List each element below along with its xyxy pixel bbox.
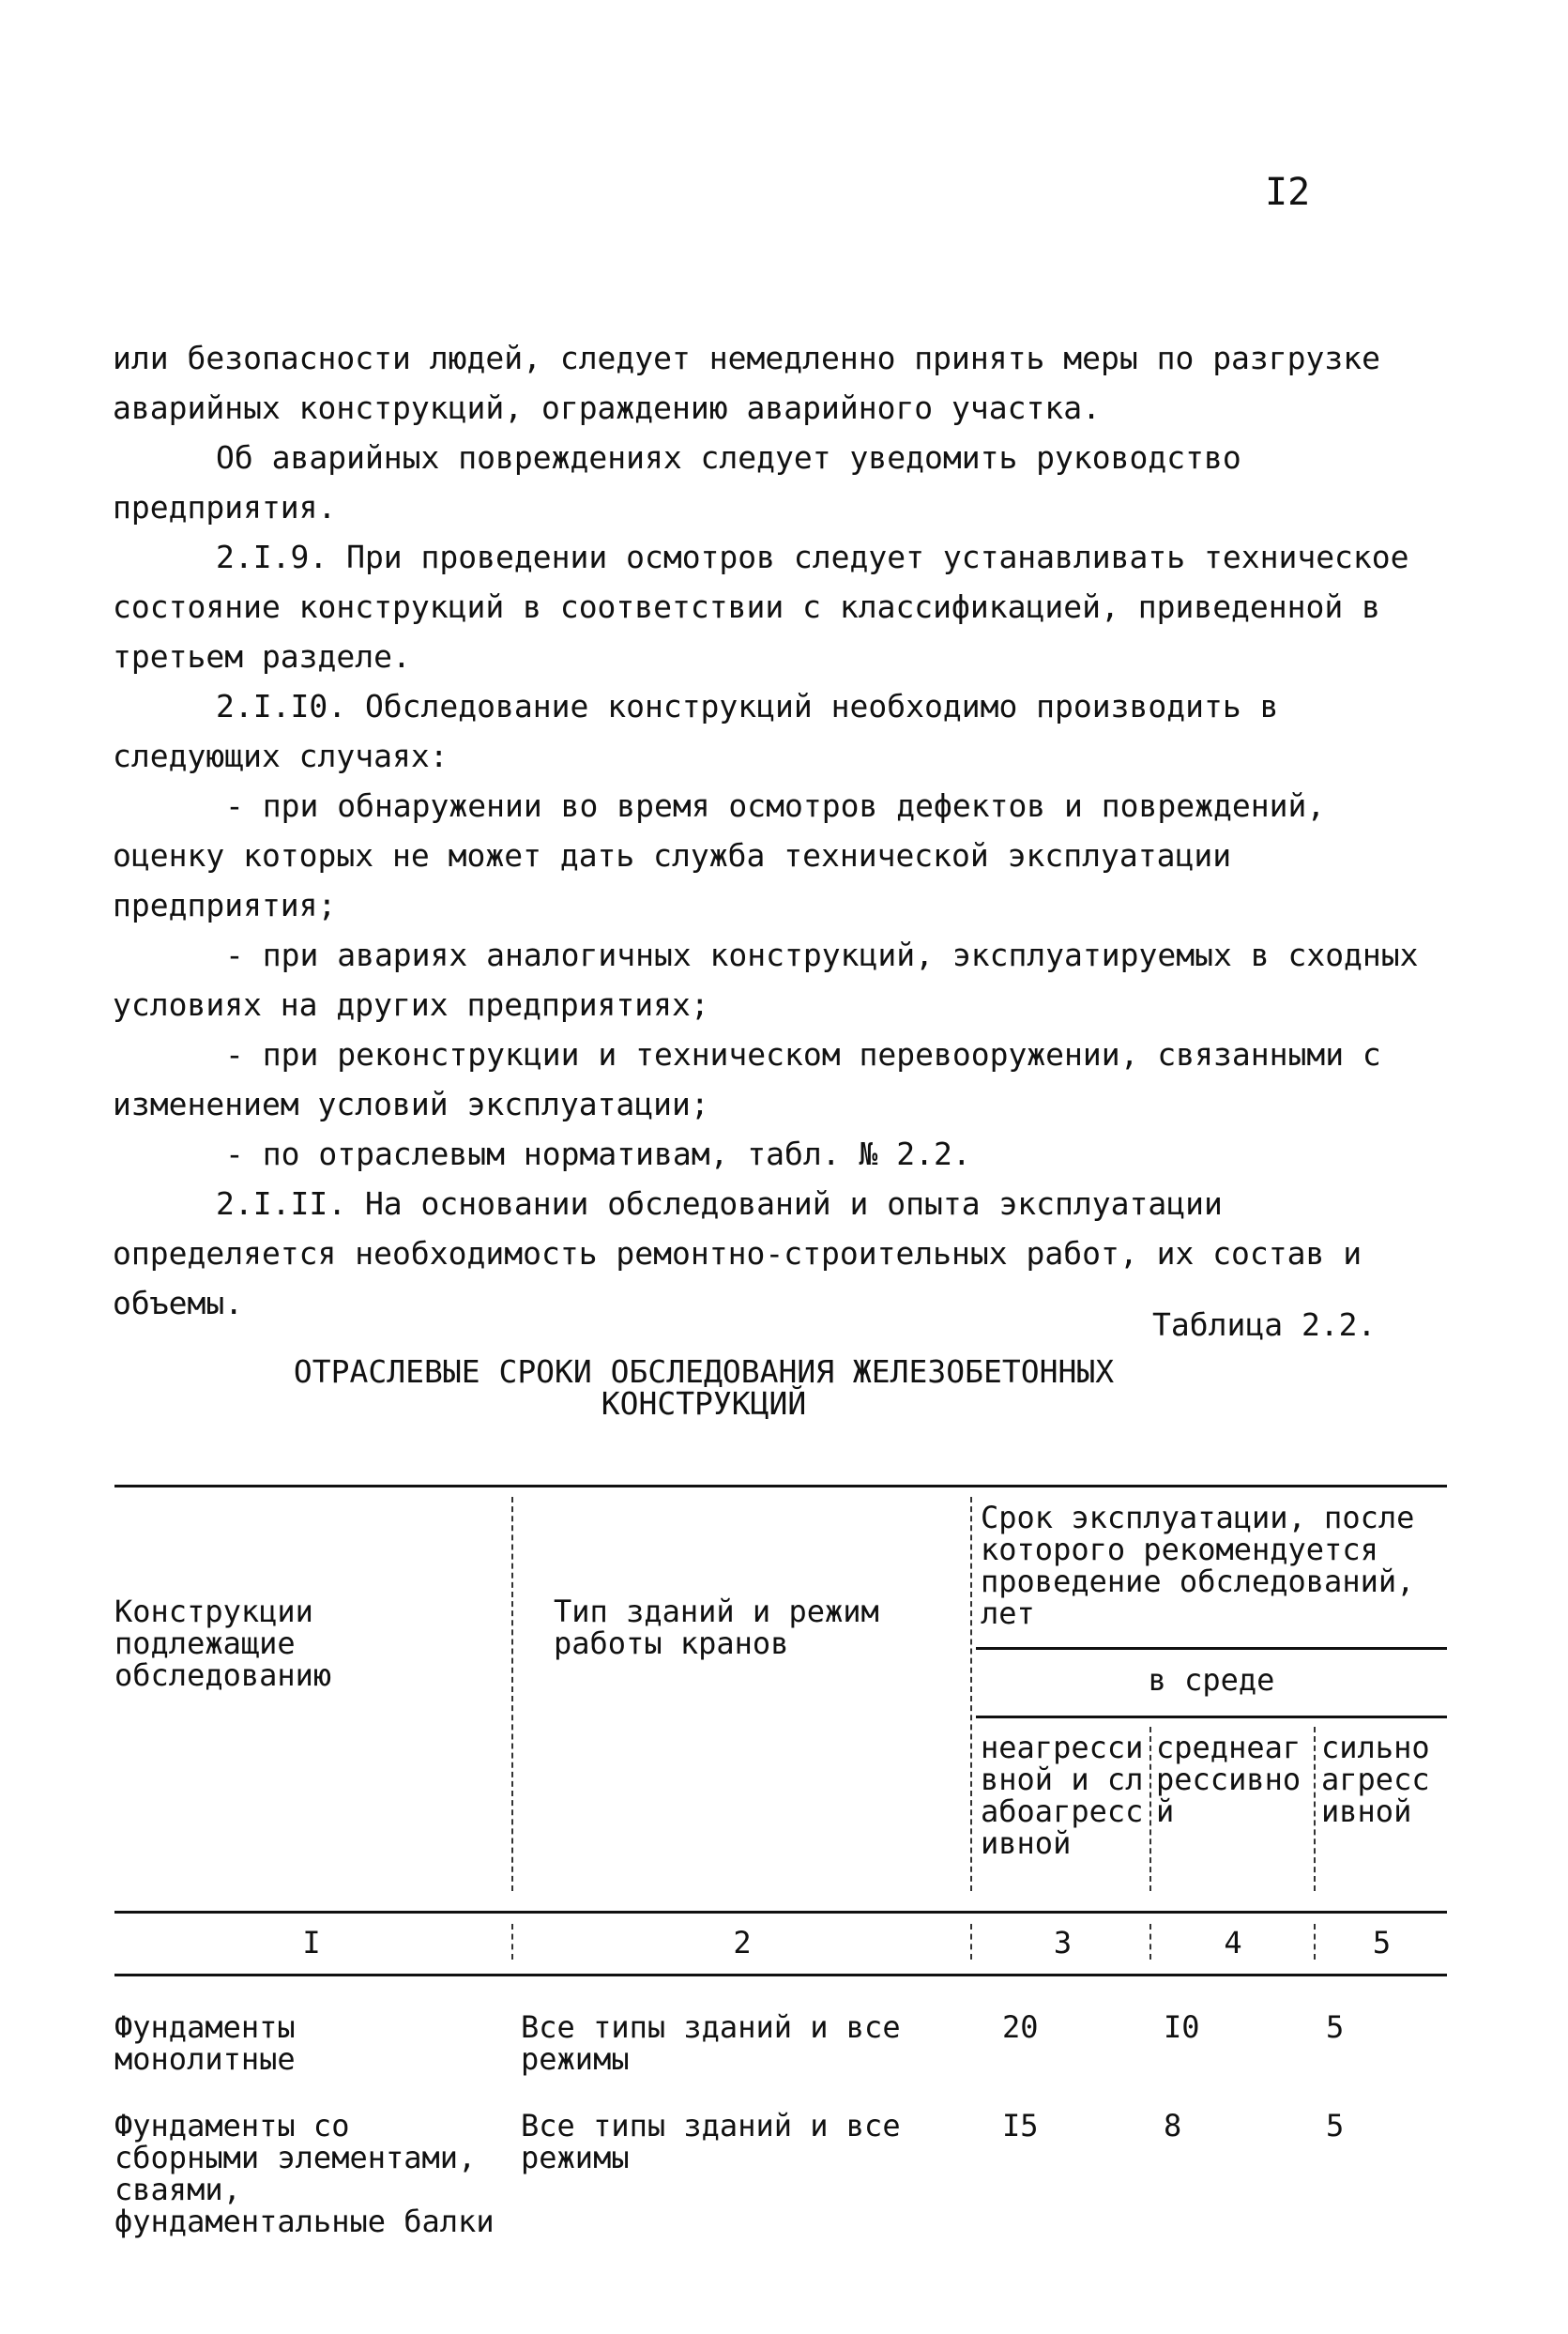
paragraph-2-1-10: 2.I.I0. Обследование конструкций необходимо производить в следующих случаях: [113,688,1279,774]
table-top-rule [114,1485,1447,1487]
period-underline [976,1647,1447,1650]
column-number-4: 4 [1224,1925,1242,1960]
list-item-standards: - по отраслевым нормативам, табл. № 2.2. [225,1136,971,1172]
col-divider-3 [1149,1727,1151,1891]
row2-non-aggressive: I5 [1002,2108,1039,2143]
column-number-2: 2 [733,1925,752,1960]
table-caption: Таблица 2.2. [1152,1306,1377,1343]
table-title-line2: КОНСТРУКЦИЙ [601,1385,807,1422]
column-number-1: I [302,1925,321,1960]
num-divider-4 [1314,1924,1316,1960]
row2-medium: 8 [1164,2108,1182,2143]
paragraph-2-1-9: 2.I.9. При проведении осмотров следует устанавливать техническое состояние конструкций в соответствии с классификацией, приведенной в третьем разделе. [113,539,1409,675]
header-strong-aggressive: сильноагрессивной [1321,1730,1430,1829]
header-building-type: Тип зданий и режим работы кранов [554,1594,879,1661]
col-divider-2 [970,1497,972,1891]
body-text [113,333,1454,1328]
header-non-aggressive: неагрессивной и слабоагрессивной [981,1730,1144,1861]
column-number-3: 3 [1053,1925,1073,1960]
row1-medium: I0 [1164,2009,1200,2045]
row2-building-type: Все типы зданий и все режимы [521,2108,901,2175]
paragraph-notify: Об аварийных повреждениях следует уведомить руководство предприятия. [113,439,1241,526]
col-divider-4 [1314,1727,1316,1891]
list-item-defects: - при обнаружении во время осмотров дефектов и повреждений, оценку которых не может дать служба технической эксплуатации предприятия; [113,787,1326,923]
row1-construction: Фундаменты монолитные [114,2009,296,2077]
column-number-5: 5 [1372,1925,1392,1960]
list-item-accidents: - при авариях аналогичных конструкций, эксплуатируемых в сходных условиях на других предприятиях; [113,937,1419,1023]
row1-non-aggressive: 20 [1002,2009,1039,2045]
header-environment: в среде [1148,1662,1275,1698]
numbers-bottom-rule [114,1974,1447,1976]
header-service-period: Срок эксплуатации, после которого рекомендуется проведение обследований, лет [981,1500,1415,1631]
row2-construction: Фундаменты со сборными элементами, сваями, фундаментальные балки [114,2108,495,2239]
row1-strong: 5 [1326,2009,1345,2045]
num-divider-2 [970,1924,972,1960]
num-divider-1 [511,1924,513,1960]
row1-building-type: Все типы зданий и все режимы [521,2009,901,2077]
header-bottom-rule [114,1911,1447,1914]
list-item-reconstruction: - при реконструкции и техническом перевооружении, связанными с изменением условий эксплуатации; [113,1036,1381,1122]
header-constructions: Конструкции подлежащие обследованию [114,1594,332,1693]
table-title-line1: ОТРАСЛЕВЫЕ СРОКИ ОБСЛЕДОВАНИЯ ЖЕЛЕЗОБЕТОННЫХ [293,1353,1115,1390]
row2-strong: 5 [1326,2108,1345,2143]
header-medium-aggressive: среднеагрессивной [1156,1730,1302,1829]
environment-underline [976,1716,1447,1718]
paragraph-continuation: или безопасности людей, следует немедленно принять меры по разгрузке аварийных конструкций, ограждению аварийного участка. [113,340,1381,426]
paragraph-2-1-11: 2.I.II. На основании обследований и опыта эксплуатации определяется необходимость ремонтно-строительных работ, их состав и объемы. [113,1185,1362,1321]
num-divider-3 [1149,1924,1151,1960]
page-number: I2 [1265,171,1311,214]
table-title [253,1353,1154,1422]
col-divider-1 [511,1497,513,1891]
